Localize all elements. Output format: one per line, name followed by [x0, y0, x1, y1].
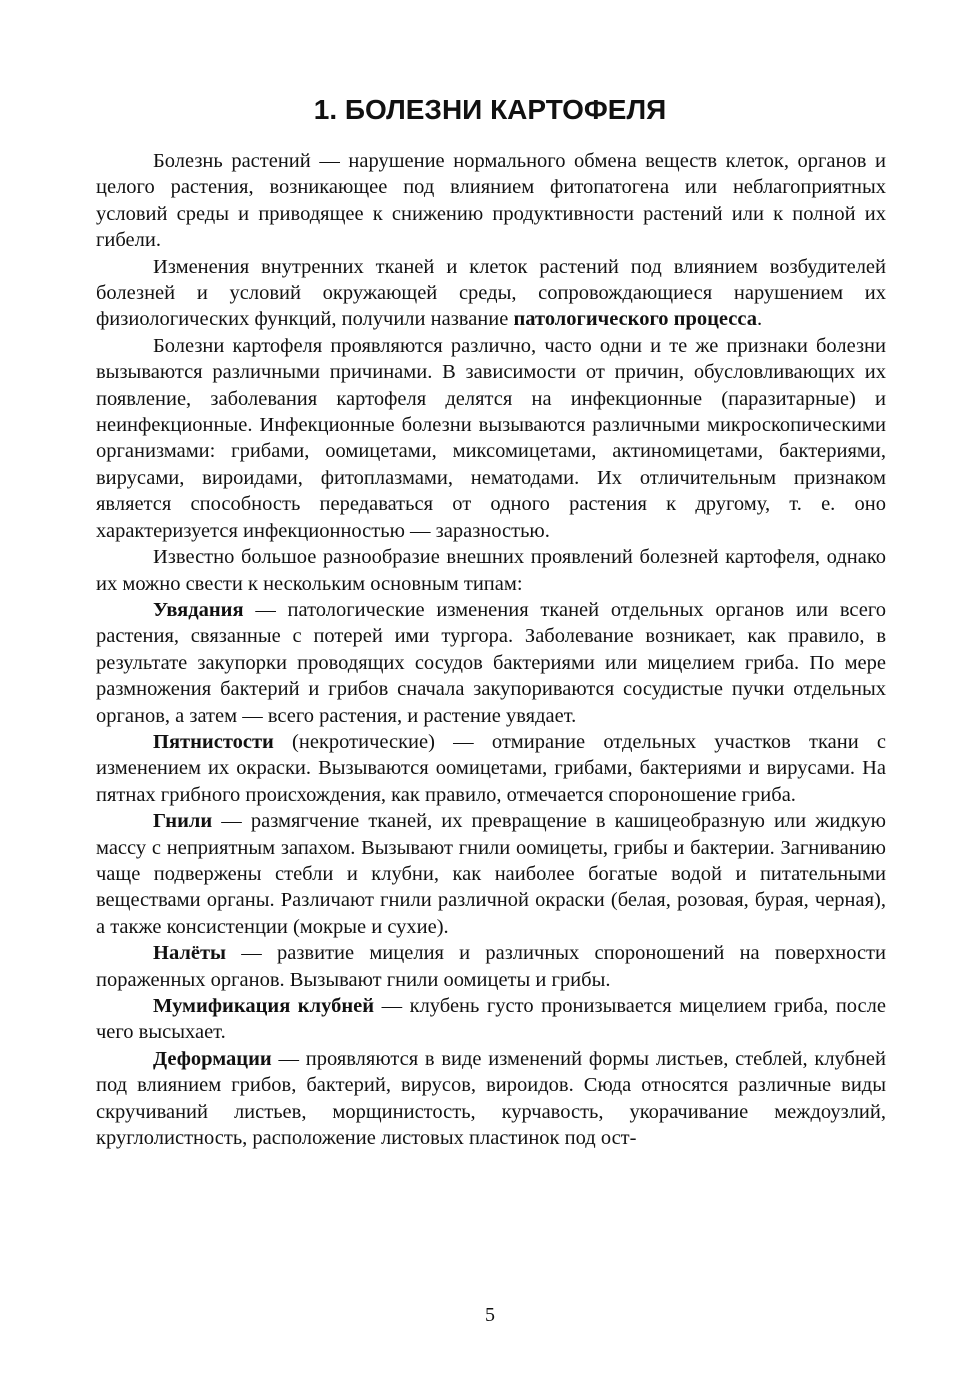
term-spots: Пятнистости — [153, 730, 274, 753]
chapter-title: 1. БОЛЕЗНИ КАРТОФЕЛЯ — [313, 94, 667, 125]
paragraph-definition: Болезнь растений — нарушение нормального обмена веществ клеток, органов и целого растения, возникающее под влиянием фитопатогена или неблагоприятных условий среды и приводящее к снижению продуктивности растений или к полной их гибели. — [96, 150, 886, 252]
paragraph-text: — патологические изменения тканей отдельных органов или всего растения, связанные с потерей ими тургора. Заболевание возникает, как правило, в результате закупорки проводящих сосудов бактериями или мицелием гриба. По мере размножения бактерий и грибов сначала закупориваются сосудистые пучки отдельных органов, а затем — всего растения, и растение увядает. — [96, 598, 886, 727]
paragraph-mummification — [96, 993, 886, 1046]
paragraph-text: — проявляются в виде изменений формы листьев, стеблей, клубней под влиянием грибов, бактерий, вирусов, вироидов. Сюда относятся различные виды скручиваний листьев, морщинистость, курчавость, укорачивание междоузлий, круглолистность, расположение листовых пластинок под ост- — [96, 1047, 886, 1150]
paragraph-rots — [96, 808, 886, 940]
term-rots: Гнили — [153, 810, 213, 833]
page-number: 5 — [485, 1304, 495, 1326]
paragraph-spots — [96, 729, 886, 808]
term-wilting: Увядания — [153, 598, 244, 621]
term-mummification: Мумификация клубней — [153, 995, 375, 1017]
paragraph-disease-causes: Болезни картофеля проявляются различно, часто одни и те же признаки болезни вызываются различными причинами. В зависимости от причин, обусловливающих их появление, заболевания картофеля делятся на инфекционные (паразитарные) и неинфекционные. Инфекционные болезни вызываются различными микроскопическими организмами: грибами, оомицетами, миксомицетами, актиномицетами, бактериями, вирусами, вироидами, фитоплазмами, нематодами. Их отличительным признаком является способность передаваться от одного растения к другому, т. е. оно характеризуется инфекционностью — заразностью. — [96, 334, 886, 542]
paragraph-text-end: . — [756, 308, 763, 331]
paragraph-text: Изменения внутренних тканей и клеток растений под влиянием возбудителей болезней и условий окружающей среды, сопровождающиеся нарушением их физиологических функций, получили название — [96, 255, 886, 331]
paragraph-text: — развитие мицелия и различных спороношений на поверхности пораженных органов. Вызывают гнили оомицеты и грибы. — [96, 942, 886, 991]
term-pathological-process: патологического процесса — [513, 308, 757, 331]
paragraph-text: — клубень густо пронизывается мицелием гриба, после чего высыхает. — [96, 995, 886, 1044]
term-coatings: Налёты — [153, 942, 227, 965]
paragraph-text: — размягчение тканей, их превращение в кашицеобразную или жидкую массу с неприятным запахом. Вызывают гнили оомицеты, грибы и бактерии. Загниванию чаще подвержены стебли и клубни, как наиболее богатые водой и питательными веществами органы. Различают гнили различной окраски (белая, розовая, бурая, черная), а также консистенции (мокрые и сухие). — [96, 810, 886, 938]
paragraph-coatings — [96, 940, 886, 993]
paragraph-pathological-process — [96, 254, 886, 333]
paragraph-wilting — [96, 597, 886, 729]
paragraph-disease-types-intro: Известно большое разнообразие внешних проявлений болезней картофеля, однако их можно свести к нескольким основным типам: — [96, 546, 886, 595]
body-text — [96, 148, 886, 1151]
paragraph-deformations — [96, 1046, 886, 1152]
term-deformations: Деформации — [153, 1047, 272, 1070]
paragraph-text: (некротические) — отмирание отдельных участков ткани с изменением их окраски. Вызываются оомицетами, грибами, бактериями и вирусами. На пятнах грибного происхождения, как правило, отмечается спороношение гриба. — [96, 730, 886, 806]
